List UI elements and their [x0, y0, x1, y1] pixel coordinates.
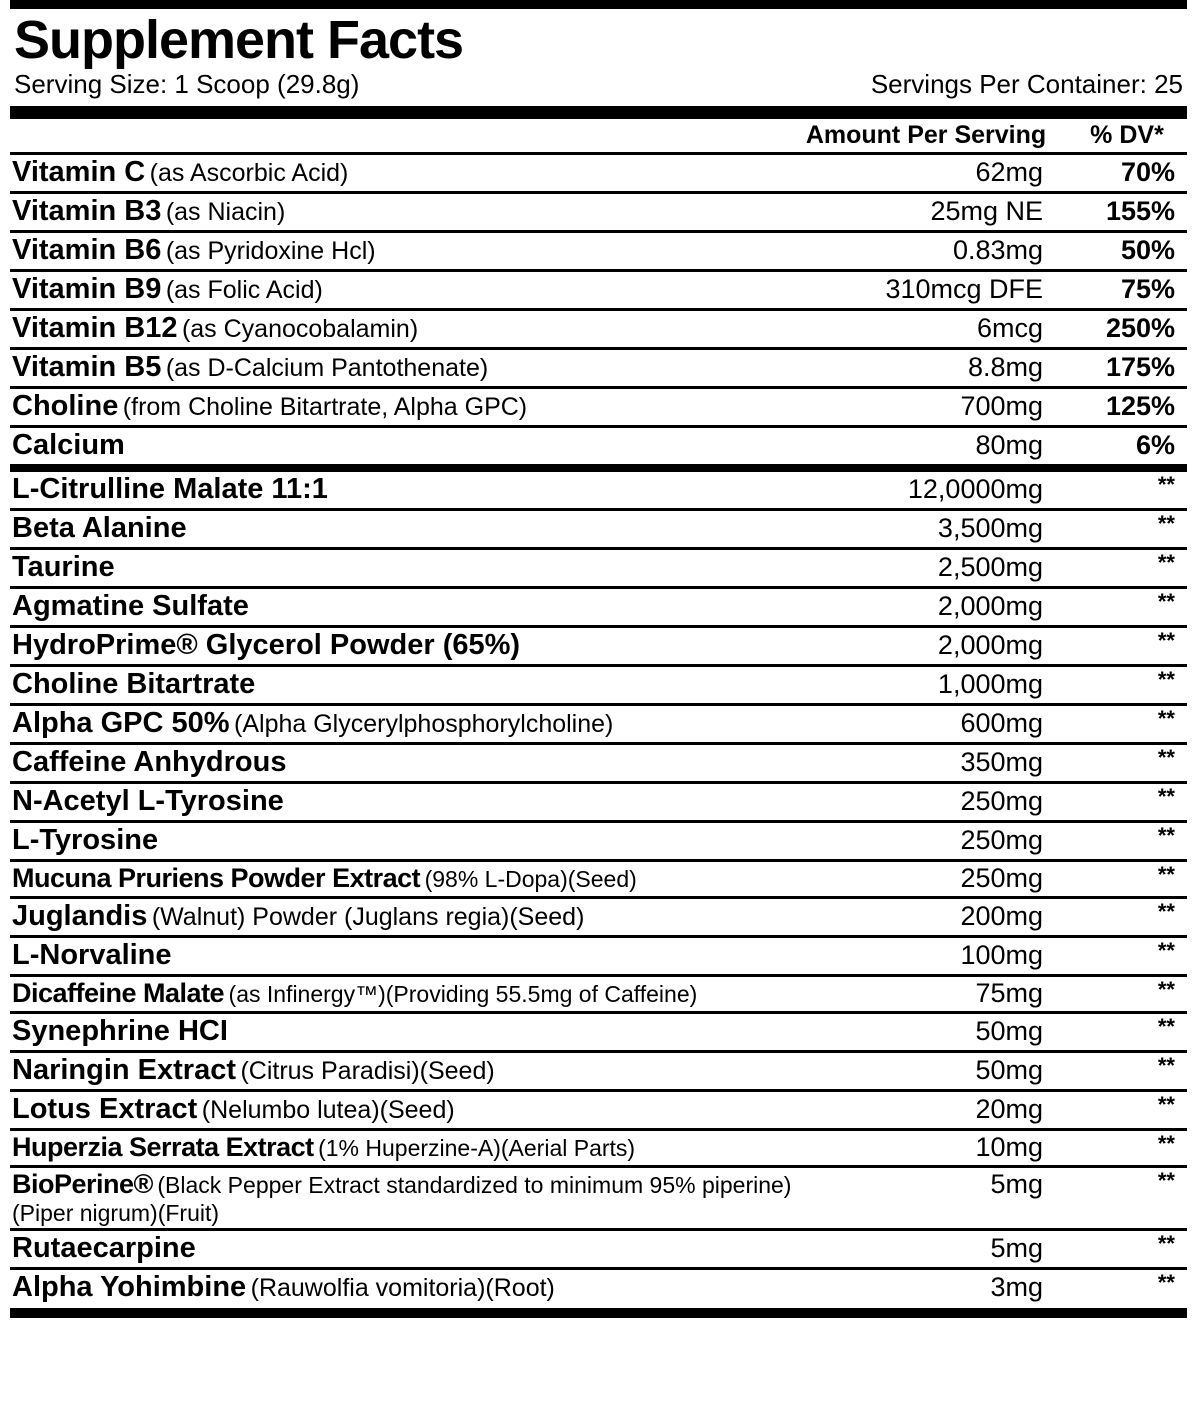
ingredient-name: Lotus Extract [12, 1093, 198, 1125]
ingredient-amount: 100mg [803, 937, 1053, 976]
ingredient-amount: 3mg [990, 1272, 1043, 1303]
ingredient-amount: 8.8mg [803, 349, 1053, 388]
ingredient-name: L-Tyrosine [12, 824, 159, 856]
ingredient-amount: 50mg [803, 1013, 1053, 1052]
ingredient-dv: ** [1053, 744, 1187, 783]
table-row [10, 861, 1187, 898]
bottom-border-rule [10, 1308, 1187, 1318]
table-row [10, 937, 1187, 976]
ingredient-dv: ** [1053, 549, 1187, 588]
ingredient-amount: 10mg [803, 1130, 1053, 1167]
ingredient-name: Alpha GPC 50% [12, 707, 230, 739]
ingredient-source: (as Ascorbic Acid) [149, 159, 349, 187]
ingredient-name: Calcium [12, 429, 125, 461]
ingredient-source: (1% Huperzine-A)(Aerial Parts) [318, 1135, 636, 1161]
ingredient-name: Huperzia Serrata Extract [12, 1132, 314, 1162]
table-row [10, 1130, 1187, 1167]
column-headers [10, 119, 1187, 152]
ingredient-name-cell [10, 937, 803, 976]
ingredient-name-cell [10, 1269, 803, 1307]
ingredient-amount: 25mg NE [803, 193, 1053, 232]
ingredient-name: L-Norvaline [12, 939, 172, 971]
ingredient-name: Vitamin B3 [12, 195, 162, 227]
ingredient-amount: 6mcg [803, 310, 1053, 349]
table-row [10, 1091, 1187, 1130]
ingredient-amount: 600mg [803, 705, 1053, 744]
ingredient-dv: 70% [1053, 155, 1187, 193]
ingredient-name-cell [10, 427, 803, 465]
servings-per-container: Servings Per Container: 25 [870, 69, 1183, 99]
table-row [10, 232, 1187, 271]
ingredient-name-cell [10, 1130, 803, 1167]
ingredient-source: (from Choline Bitartrate, Alpha GPC) [122, 393, 528, 421]
ingredient-amount: 700mg [803, 388, 1053, 427]
ingredient-name: L-Citrulline Malate 11:1 [12, 473, 328, 505]
table-row [10, 155, 1187, 193]
ingredient-name-cell [10, 232, 803, 271]
ingredient-amount: 80mg [975, 430, 1043, 460]
ingredient-amount: 2,000mg [803, 588, 1053, 627]
ingredient-amount: 200mg [803, 898, 1053, 937]
ingredient-dv: ** [1157, 1270, 1175, 1296]
ingredient-amount: 310mcg DFE [803, 271, 1053, 310]
table-row [10, 666, 1187, 705]
ingredient-dv: ** [1053, 783, 1187, 822]
ingredient-name-cell [10, 1167, 803, 1230]
ingredient-amount: 12,0000mg [803, 472, 1053, 510]
ingredient-name: Naringin Extract [12, 1054, 236, 1086]
table-row [10, 510, 1187, 549]
ingredient-name-cell [10, 193, 803, 232]
page-title: Supplement Facts [14, 10, 464, 70]
ingredient-name: Mucuna Pruriens Powder Extract [12, 863, 421, 893]
ingredient-name-cell [10, 1013, 803, 1052]
ingredient-name-cell [10, 510, 803, 549]
ingredient-amount: 75mg [803, 976, 1053, 1013]
ingredient-amount: 50mg [803, 1052, 1053, 1091]
ingredient-name-cell [10, 549, 803, 588]
ingredient-dv: ** [1053, 1052, 1187, 1091]
ingredient-amount: 20mg [803, 1091, 1053, 1130]
table-row [10, 744, 1187, 783]
table-row [10, 472, 1187, 510]
ingredient-name: Vitamin C [12, 156, 146, 188]
ingredient-dv: ** [1053, 705, 1187, 744]
ingredient-source: (98% L-Dopa)(Seed) [424, 866, 637, 892]
table-row [10, 388, 1187, 427]
ingredient-dv: ** [1053, 861, 1187, 898]
ingredient-name-cell [10, 1052, 803, 1091]
ingredient-amount: 350mg [803, 744, 1053, 783]
ingredient-dv: ** [1053, 472, 1187, 510]
ingredient-name-cell [10, 898, 803, 937]
ingredient-name: N-Acetyl L-Tyrosine [12, 785, 284, 817]
table-row [10, 1269, 1187, 1307]
ingredient-name-cell [10, 822, 803, 861]
ingredient-name: Alpha Yohimbine [12, 1271, 247, 1304]
ingredient-name-cell [10, 666, 803, 705]
ingredient-dv: ** [1053, 976, 1187, 1013]
serving-size: Serving Size: 1 Scoop (29.8g) [14, 69, 360, 99]
ingredient-name: Taurine [12, 551, 115, 583]
ingredient-dv: 50% [1053, 232, 1187, 271]
ingredient-dv: ** [1053, 627, 1187, 666]
vitamins-table [10, 155, 1187, 464]
ingredient-name-cell [10, 744, 803, 783]
ingredient-source: (Black Pepper Extract standardized to minimum 95% piperine)(Piper nigrum)(Fruit) [12, 1172, 792, 1227]
ingredient-source: (Alpha Glycerylphosphorylcholine) [234, 710, 614, 738]
ingredient-dv: ** [1053, 1167, 1187, 1230]
ingredient-source: (Walnut) Powder (Juglans regia)(Seed) [151, 903, 585, 931]
ingredient-name: Vitamin B6 [12, 234, 162, 266]
ingredient-source: (Citrus Paradisi)(Seed) [240, 1057, 495, 1085]
ingredient-name: Vitamin B5 [12, 351, 162, 383]
table-row [10, 271, 1187, 310]
ingredient-dv: 250% [1053, 310, 1187, 349]
ingredient-name: BioPerine® [12, 1169, 153, 1199]
ingredient-amount: 5mg [803, 1167, 1053, 1230]
ingredient-name: Synephrine HCI [12, 1015, 228, 1047]
ingredient-name-cell [10, 627, 803, 666]
ingredient-source: (Nelumbo lutea)(Seed) [201, 1096, 455, 1124]
ingredient-amount: 2,500mg [803, 549, 1053, 588]
ingredient-dv: ** [1053, 898, 1187, 937]
ingredient-name: Vitamin B12 [12, 312, 178, 344]
table-row [10, 705, 1187, 744]
ingredient-name-cell [10, 388, 803, 427]
ingredient-name-cell [10, 349, 803, 388]
ingredient-amount: 250mg [803, 861, 1053, 898]
amount-per-serving-header: Amount Per Serving [805, 121, 1047, 149]
ingredient-name-cell [10, 310, 803, 349]
ingredient-name: Juglandis [12, 900, 148, 932]
table-row [10, 1167, 1187, 1230]
ingredient-dv: ** [1053, 588, 1187, 627]
ingredient-dv: ** [1053, 937, 1187, 976]
ingredient-source: (as D-Calcium Pantothenate) [165, 354, 489, 382]
ingredient-name-cell [10, 705, 803, 744]
ingredient-dv: ** [1053, 1130, 1187, 1167]
ingredient-dv: 75% [1053, 271, 1187, 310]
ingredient-name: Dicaffeine Malate [12, 978, 225, 1008]
percent-dv-header: % DV* [1090, 121, 1164, 149]
table-row [10, 627, 1187, 666]
serving-info-row [14, 69, 1183, 100]
table-row [10, 898, 1187, 937]
ingredient-name: Beta Alanine [12, 512, 187, 544]
ingredient-name-cell [10, 588, 803, 627]
ingredient-name: Rutaecarpine [12, 1232, 196, 1265]
ingredient-name-cell [10, 1230, 803, 1269]
section-separator-rule [10, 464, 1187, 472]
table-row [10, 588, 1187, 627]
ingredient-name: HydroPrime® Glycerol Powder (65%) [12, 629, 521, 661]
ingredient-dv: 155% [1053, 193, 1187, 232]
ingredient-amount: 250mg [803, 822, 1053, 861]
ingredient-name-cell [10, 472, 803, 510]
header-separator-rule [10, 106, 1187, 119]
table-row [10, 549, 1187, 588]
table-row [10, 783, 1187, 822]
ingredient-source: (as Infinergy™)(Providing 55.5mg of Caffeine) [228, 981, 698, 1007]
ingredient-name-cell [10, 976, 803, 1013]
ingredient-dv: ** [1053, 666, 1187, 705]
ingredient-source: (as Niacin) [165, 198, 286, 226]
ingredient-dv: 125% [1053, 388, 1187, 427]
ingredient-name-cell [10, 155, 803, 193]
ingredient-amount: 1,000mg [803, 666, 1053, 705]
ingredient-name-cell [10, 271, 803, 310]
ingredient-name: Caffeine Anhydrous [12, 746, 287, 778]
ingredients-table [10, 472, 1187, 1306]
ingredient-amount: 250mg [803, 783, 1053, 822]
table-row [10, 349, 1187, 388]
ingredients-table-body [10, 472, 1187, 1306]
top-border-rule [10, 0, 1187, 9]
ingredient-name-cell [10, 861, 803, 898]
ingredient-name: Choline Bitartrate [12, 668, 256, 700]
table-row [10, 976, 1187, 1013]
vitamins-table-body [10, 155, 1187, 464]
ingredient-name: Agmatine Sulfate [12, 590, 249, 622]
table-row [10, 822, 1187, 861]
ingredient-source: (as Pyridoxine Hcl) [165, 237, 376, 265]
table-row [10, 1230, 1187, 1269]
table-row [10, 427, 1187, 465]
ingredient-dv: 175% [1053, 349, 1187, 388]
table-row [10, 1013, 1187, 1052]
ingredient-name: Vitamin B9 [12, 273, 162, 305]
ingredient-name-cell [10, 783, 803, 822]
ingredient-dv: 6% [1135, 430, 1175, 460]
table-row [10, 1052, 1187, 1091]
ingredient-amount: 2,000mg [803, 627, 1053, 666]
ingredient-amount: 62mg [803, 155, 1053, 193]
ingredient-amount: 5mg [803, 1230, 1053, 1269]
ingredient-dv: ** [1053, 822, 1187, 861]
ingredient-dv: ** [1053, 1230, 1187, 1269]
ingredient-dv: ** [1053, 1013, 1187, 1052]
ingredient-dv: ** [1053, 1091, 1187, 1130]
ingredient-name: Choline [12, 390, 119, 422]
table-row [10, 310, 1187, 349]
ingredient-source: (as Cyanocobalamin) [181, 315, 419, 343]
ingredient-amount: 3,500mg [803, 510, 1053, 549]
table-row [10, 193, 1187, 232]
ingredient-source: (Rauwolfia vomitoria)(Root) [250, 1274, 555, 1303]
ingredient-name-cell [10, 1091, 803, 1130]
ingredient-source: (as Folic Acid) [165, 276, 323, 304]
ingredient-dv: ** [1053, 510, 1187, 549]
ingredient-amount: 0.83mg [803, 232, 1053, 271]
